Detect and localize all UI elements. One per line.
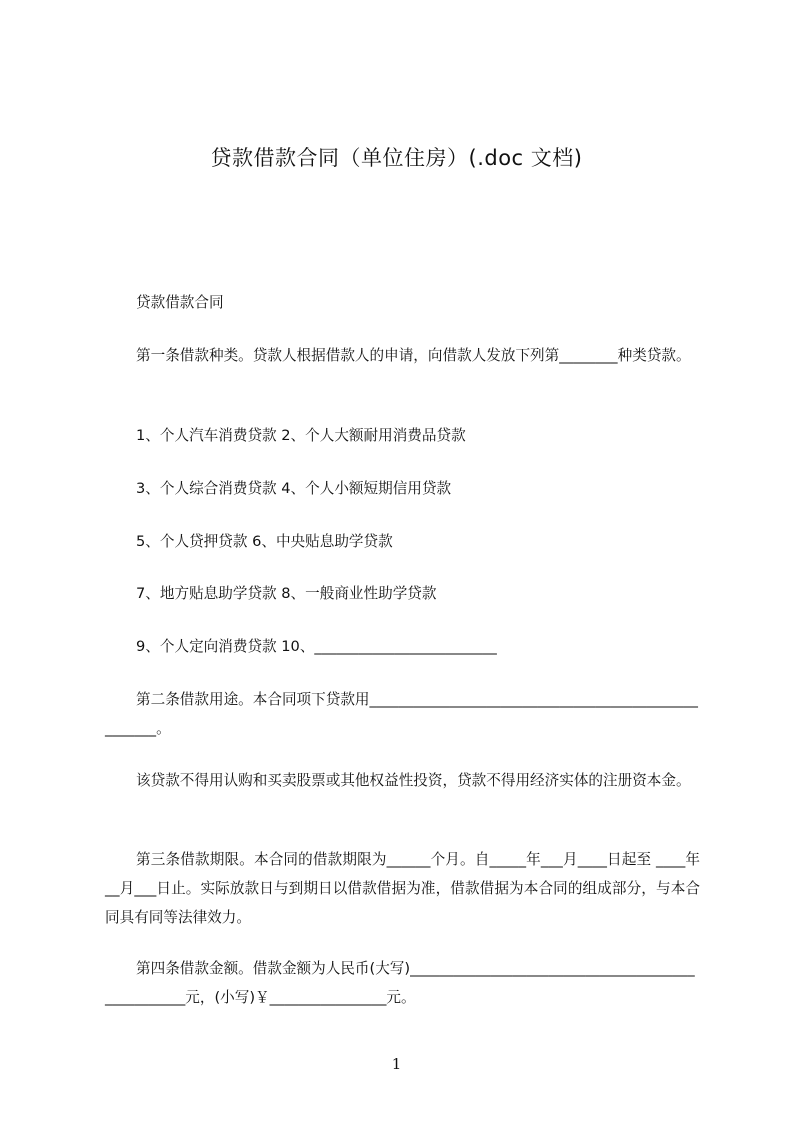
document-title: 贷款借款合同（单位住房）(.doc 文档) (210, 146, 583, 170)
article-3-loan-term: 第三条借款期限。本合同的借款期限为______个月。自_____年___月____日起至 ____年__月___日止。实际放款日与到期日以借款借据为准，借款借据为本合同的组成部分，与本合同具有同等法律效力。 (105, 851, 700, 926)
article-1-loan-type: 第一条借款种类。贷款人根据借款人的申请，向借款人发放下列第________种类贷款。 (136, 347, 691, 364)
loan-type-list-7-8: 7、地方贴息助学贷款 8、一般商业性助学贷款 (136, 585, 437, 602)
purpose-restriction: 该贷款不得用认购和买卖股票或其他权益性投资，贷款不得用经济实体的注册资本金。 (136, 772, 691, 789)
loan-type-list-1-2: 1、个人汽车消费贷款 2、个人大额耐用消费品贷款 (136, 427, 466, 444)
loan-type-list-5-6: 5、个人贷押贷款 6、中央贴息助学贷款 (136, 533, 393, 550)
loan-type-list-9-10: 9、个人定向消费贷款 10、_________________________ (136, 638, 497, 655)
loan-type-list-3-4: 3、个人综合消费贷款 4、个人小额短期信用贷款 (136, 480, 452, 497)
contract-heading: 贷款借款合同 (136, 294, 224, 311)
article-2-loan-purpose: 第二条借款用途。本合同项下贷款用____________________________________________________。 (105, 691, 698, 737)
page-number: 1 (391, 1055, 402, 1073)
article-4-loan-amount: 第四条借款金额。借款金额为人民币(大写)__________________________________________________元，(小写)￥________________元。 (105, 960, 695, 1006)
